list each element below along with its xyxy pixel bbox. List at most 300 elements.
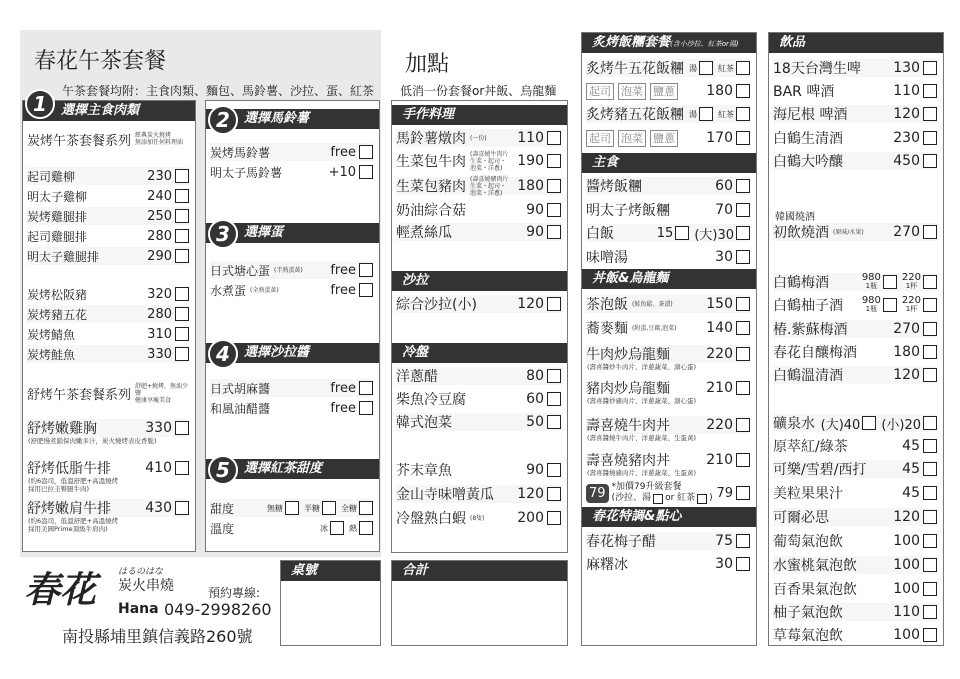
- menu-item: [586, 105, 750, 123]
- checkbox[interactable]: [736, 557, 750, 571]
- upgrade-price: 79: [716, 485, 733, 501]
- price-value: 980: [861, 272, 881, 283]
- option-checkbox[interactable]: [341, 501, 373, 515]
- menu-item: [396, 295, 561, 313]
- item-price: 430: [145, 500, 172, 516]
- checkbox[interactable]: [359, 501, 373, 515]
- item-description: (約6盎司，低溫舒肥+高溫燒烤: [28, 517, 119, 525]
- item-name: 可樂/雪碧/西打: [773, 462, 867, 478]
- menu-item: [210, 379, 373, 397]
- checkbox[interactable]: [175, 347, 189, 361]
- item-name: 海尼根 啤酒: [773, 107, 848, 123]
- phone-number: 049-2998260: [164, 600, 272, 619]
- upgrade-includes: (沙拉、湯: [611, 493, 652, 503]
- checkbox[interactable]: [175, 307, 189, 321]
- menu-item: [773, 59, 937, 77]
- checkbox[interactable]: [736, 486, 750, 500]
- item-note: [250, 287, 279, 294]
- menu-item: [773, 556, 937, 574]
- item-name: 洋蔥醋: [396, 369, 438, 385]
- menu-item: [773, 152, 937, 170]
- menu-item: [210, 261, 373, 279]
- checkbox[interactable]: [923, 416, 937, 430]
- item-price: 210: [706, 380, 733, 396]
- item-price: 120: [893, 509, 920, 525]
- menu-item: [586, 224, 750, 242]
- checkbox[interactable]: [547, 179, 561, 193]
- item-note: [274, 267, 303, 274]
- checkbox[interactable]: [175, 229, 189, 243]
- item-name: 金山寺味噌黃瓜: [396, 487, 494, 503]
- section-header: [769, 33, 943, 53]
- upgrade-close: ): [709, 493, 713, 503]
- checkbox[interactable]: [923, 322, 937, 336]
- item-name: 百香果氣泡飲: [773, 582, 857, 598]
- checkbox[interactable]: [547, 203, 561, 217]
- item-name: 柴魚冷豆腐: [396, 392, 466, 408]
- checkbox[interactable]: [862, 416, 876, 430]
- size-option[interactable]: [657, 226, 690, 241]
- unit-label: 1杯: [905, 282, 918, 290]
- checkbox[interactable]: [653, 494, 663, 504]
- section-title: 選擇蛋: [244, 225, 284, 240]
- item-name: 生菜包牛肉: [396, 154, 466, 170]
- rice-panel: [581, 32, 757, 646]
- section-header: [392, 271, 567, 291]
- item-name: 原萃紅/綠茶: [773, 439, 848, 455]
- option-checkbox[interactable]: [718, 107, 750, 121]
- table-number-box[interactable]: [280, 560, 381, 646]
- item-price: 90: [526, 462, 544, 478]
- volume-option[interactable]: [902, 296, 937, 314]
- item-description: (壽喜醬炒豬肉片、洋蔥蔬菜、溏心蛋): [587, 397, 697, 405]
- checkbox[interactable]: [359, 165, 373, 179]
- checkbox[interactable]: [923, 439, 937, 453]
- checkbox[interactable]: [736, 179, 750, 193]
- price-value: 220: [901, 272, 921, 283]
- checkbox[interactable]: [736, 84, 750, 98]
- option-price: 15: [656, 225, 674, 241]
- menu-item: [586, 59, 750, 77]
- item-price: 320: [147, 286, 172, 302]
- item-name: 炙烤牛五花飯糰: [586, 61, 684, 77]
- item-name: 春花梅子醋: [586, 534, 656, 550]
- checkbox[interactable]: [883, 298, 897, 312]
- topping-option[interactable]: 泡菜: [618, 83, 646, 100]
- item-name: 炭烤馬鈴薯: [210, 145, 271, 160]
- item-price: 90: [526, 224, 544, 240]
- item-note: [135, 383, 189, 404]
- checkbox[interactable]: [736, 226, 750, 240]
- menu-item: [773, 626, 937, 644]
- checkbox[interactable]: [923, 298, 937, 312]
- checkbox[interactable]: [923, 84, 937, 98]
- menu-item: [27, 247, 189, 265]
- checkbox[interactable]: [883, 275, 897, 289]
- item-name: 舒烤低脂牛排: [27, 461, 111, 477]
- checkbox[interactable]: [547, 463, 561, 477]
- checkbox[interactable]: [923, 107, 937, 121]
- item-note: [632, 301, 673, 308]
- checkbox[interactable]: [923, 154, 937, 168]
- item-note: [135, 132, 189, 146]
- item-name: 輕煮絲瓜: [396, 225, 452, 241]
- options-panel: [205, 100, 380, 552]
- item-price: 120: [517, 296, 544, 312]
- menu-item: [773, 82, 937, 100]
- option-checkbox[interactable]: [349, 521, 373, 535]
- topping-option[interactable]: 起司: [586, 83, 614, 100]
- item-note: [470, 515, 485, 522]
- menu-item: [586, 451, 750, 477]
- option-checkbox[interactable]: [718, 61, 750, 75]
- checkbox[interactable]: [175, 209, 189, 223]
- item-price: 45: [902, 438, 920, 454]
- item-name: 明太子馬鈴薯: [210, 165, 283, 180]
- item-price: 240: [147, 188, 172, 204]
- menu-item: [27, 381, 189, 405]
- topping-option[interactable]: 鹽蔥: [650, 83, 678, 100]
- option-label: 熱: [349, 523, 357, 533]
- checkbox[interactable]: [736, 347, 750, 361]
- menu-item: [396, 223, 561, 241]
- item-price: 210: [706, 452, 733, 468]
- size-option[interactable]: [821, 414, 877, 433]
- checkbox[interactable]: [923, 275, 937, 289]
- item-note-line: (半熟蛋黃): [274, 266, 303, 274]
- menu-item: [773, 223, 937, 241]
- volume-option[interactable]: [862, 296, 897, 314]
- item-price: 200: [517, 510, 544, 526]
- section-title: 主食: [592, 155, 619, 170]
- item-name: 白飯: [586, 226, 614, 242]
- checkbox[interactable]: [736, 418, 750, 432]
- item-note-line: (壽喜燒牛肉片: [470, 150, 509, 158]
- item-name: 炙烤豬五花飯糰: [586, 107, 684, 123]
- item-price: free: [330, 400, 356, 416]
- item-price: 110: [893, 83, 920, 99]
- option-checkbox[interactable]: [689, 107, 713, 121]
- checkbox[interactable]: [547, 511, 561, 525]
- menu-item: [210, 163, 373, 181]
- checkbox[interactable]: [736, 321, 750, 335]
- item-price: 90: [526, 202, 544, 218]
- logo-kana: はるのはな: [118, 567, 164, 577]
- checkbox[interactable]: [322, 501, 336, 515]
- item-name: 日式胡麻醬: [210, 381, 271, 396]
- item-name: 白鶴梅酒: [773, 275, 829, 291]
- item-name: 壽喜燒牛肉丼: [586, 418, 670, 434]
- section-header: [392, 343, 567, 363]
- main-meat-panel: [22, 92, 196, 552]
- checkbox[interactable]: [923, 486, 937, 500]
- restaurant-logo: [22, 562, 278, 648]
- section-header: [582, 153, 756, 173]
- checkbox[interactable]: [923, 368, 937, 382]
- item-price: 130: [893, 60, 920, 76]
- item-name: 馬鈴薯燉肉: [396, 131, 466, 147]
- menu-item: [27, 305, 189, 323]
- checkbox[interactable]: [675, 226, 689, 240]
- checkbox[interactable]: [359, 283, 373, 297]
- item-name: 炭烤鮭魚: [27, 347, 76, 362]
- section-header: [582, 269, 756, 289]
- menu-item: [27, 127, 189, 151]
- checkbox[interactable]: [736, 131, 750, 145]
- option-price: [862, 296, 881, 314]
- item-name: 明太子雞腿排: [27, 249, 100, 264]
- item-description: (舒肥慢煮鎖保肉嫩多汁，炭火燒烤表皮香脆): [28, 437, 157, 445]
- drinks-panel: [768, 32, 944, 646]
- upgrade-label: *加價79升級套餐: [611, 482, 682, 492]
- checkbox[interactable]: [175, 421, 189, 435]
- topping-option[interactable]: 起司: [586, 130, 614, 147]
- checkbox[interactable]: [736, 534, 750, 548]
- menu-item: [396, 390, 561, 408]
- menu-item: [773, 437, 937, 455]
- item-name: 椿.紫蘇梅酒: [773, 322, 848, 338]
- checkbox[interactable]: [736, 203, 750, 217]
- item-name: 蕎麥麵: [586, 321, 628, 337]
- size-option[interactable]: [694, 224, 750, 243]
- menu-item: [396, 129, 561, 147]
- menu-item: [586, 379, 750, 405]
- option-checkbox[interactable]: [304, 501, 336, 515]
- topping-option[interactable]: 泡菜: [618, 130, 646, 147]
- item-price: free: [330, 262, 356, 278]
- menu-item: [396, 152, 561, 170]
- checkbox[interactable]: [175, 189, 189, 203]
- menu-item: [210, 143, 373, 161]
- volume-option[interactable]: [862, 273, 897, 291]
- upgrade-badge: 79: [586, 484, 609, 503]
- checkbox[interactable]: [923, 510, 937, 524]
- menu-item: [586, 416, 750, 442]
- step-number-badge: 3: [208, 219, 238, 249]
- item-price: 290: [147, 248, 172, 264]
- item-note-line: 生菜・起司・: [470, 182, 507, 190]
- menu-item: [27, 499, 189, 533]
- menu-item: [773, 366, 937, 384]
- option-label: 全糖: [341, 503, 357, 513]
- checkbox[interactable]: [736, 453, 750, 467]
- item-note-line: (壽喜燒豬肉片: [470, 175, 509, 183]
- checkbox[interactable]: [547, 131, 561, 145]
- checkbox[interactable]: [175, 249, 189, 263]
- item-name: 白鶴生清酒: [773, 131, 843, 147]
- item-name: 炭烤豬五花: [27, 307, 88, 322]
- item-name: 起司雞腿排: [27, 229, 88, 244]
- checkbox[interactable]: [175, 287, 189, 301]
- item-name: 水蜜桃氣泡飲: [773, 558, 857, 574]
- volume-option[interactable]: [902, 273, 937, 291]
- section-title: 手作料理: [402, 107, 455, 122]
- checkbox[interactable]: [699, 61, 713, 75]
- option-label: 紅茶: [718, 109, 734, 119]
- checkbox[interactable]: [923, 131, 937, 145]
- checkbox[interactable]: [923, 61, 937, 75]
- item-note-line: 經典炭火燒烤: [135, 132, 172, 139]
- checkbox[interactable]: [175, 501, 189, 515]
- menu-item: [586, 532, 750, 550]
- option-price: (大)40: [820, 417, 861, 433]
- checkbox[interactable]: [359, 521, 373, 535]
- checkbox[interactable]: [923, 582, 937, 596]
- option-checkbox[interactable]: [689, 61, 713, 75]
- checkbox[interactable]: [330, 521, 344, 535]
- menu-item: [396, 367, 561, 385]
- menu-item: [396, 177, 561, 195]
- size-option[interactable]: [881, 414, 937, 433]
- item-price: 110: [893, 604, 920, 620]
- item-name: BAR 啤酒: [773, 84, 835, 100]
- menu-item: [27, 325, 189, 343]
- checkbox[interactable]: [923, 462, 937, 476]
- option-label: 湯: [689, 63, 697, 73]
- item-name: 麻糬冰: [586, 557, 628, 573]
- checkbox[interactable]: [923, 605, 937, 619]
- option-label: 湯: [689, 109, 697, 119]
- checkbox[interactable]: [923, 225, 937, 239]
- section-title: 春花特調&點心: [592, 509, 682, 524]
- checkbox[interactable]: [359, 145, 373, 159]
- table-number-label: 桌號: [281, 561, 380, 581]
- item-name: 炭烤午茶套餐系列: [27, 133, 132, 149]
- menu-item: [586, 345, 750, 371]
- item-note-line: (一份): [470, 134, 487, 142]
- item-price: 180: [706, 83, 733, 99]
- checkbox[interactable]: [547, 392, 561, 406]
- unit-label: 1瓶: [865, 305, 878, 313]
- item-name: 炭烤松阪豬: [27, 287, 88, 302]
- section-header: [392, 105, 567, 125]
- checkbox[interactable]: [547, 415, 561, 429]
- item-name: 味噌湯: [586, 250, 628, 266]
- item-price: 230: [147, 168, 172, 184]
- checkbox[interactable]: [359, 263, 373, 277]
- section-title: 選擇紅茶甜度: [244, 461, 323, 476]
- checkbox[interactable]: [285, 501, 299, 515]
- option-label: 紅茶: [718, 63, 734, 73]
- item-price: 330: [147, 346, 172, 362]
- section-title: 選擇馬鈴薯: [244, 111, 310, 126]
- item-note: [632, 325, 677, 332]
- upgrade-or: or 紅茶: [665, 493, 696, 503]
- checkbox[interactable]: [697, 494, 707, 504]
- soju-label: 韓國燒酒: [775, 212, 815, 223]
- item-price: 60: [526, 391, 544, 407]
- checkbox[interactable]: [547, 154, 561, 168]
- menu-item: [586, 129, 750, 147]
- item-price: 120: [893, 367, 920, 383]
- checkbox[interactable]: [736, 107, 750, 121]
- item-name: 奶油綜合菇: [396, 203, 466, 219]
- item-note-line: 泡菜・洋蔥): [470, 164, 503, 172]
- item-name: 春花自釀梅酒: [773, 345, 857, 361]
- item-price: 220: [706, 346, 733, 362]
- menu-item: [773, 296, 937, 314]
- checkbox[interactable]: [547, 225, 561, 239]
- item-name: 美粒果果汁: [773, 486, 843, 502]
- checkbox[interactable]: [736, 250, 750, 264]
- menu-item: [773, 532, 937, 550]
- item-price: 75: [715, 533, 733, 549]
- menu-item: [27, 459, 189, 493]
- item-name: 葡萄氣泡飲: [773, 534, 843, 550]
- phone-label: 預約專線:: [208, 586, 261, 600]
- unit-label: 1瓶: [865, 282, 878, 290]
- checkbox[interactable]: [175, 461, 189, 475]
- item-price: 60: [715, 178, 733, 194]
- item-price: 50: [526, 414, 544, 430]
- item-name: 日式塘心蛋: [210, 263, 271, 278]
- checkbox[interactable]: [359, 381, 373, 395]
- menu-item: [773, 343, 937, 361]
- menu-item: [396, 509, 561, 527]
- checkbox[interactable]: [359, 401, 373, 415]
- option-checkbox[interactable]: [320, 521, 344, 535]
- checkbox[interactable]: [736, 61, 750, 75]
- option-checkbox[interactable]: [267, 501, 299, 515]
- item-name: 明太子雞柳: [27, 189, 88, 204]
- menu-item: [586, 177, 750, 195]
- item-price: 45: [902, 461, 920, 477]
- unit-label: 1杯: [905, 305, 918, 313]
- extras-title: 加點: [405, 52, 450, 77]
- menu-item: [773, 414, 937, 432]
- extras-panel: [391, 100, 568, 553]
- item-name: 生菜包豬肉: [396, 179, 466, 195]
- total-box[interactable]: [391, 560, 568, 646]
- item-price: 330: [145, 420, 172, 436]
- topping-option[interactable]: 鹽蔥: [650, 130, 678, 147]
- item-name: 明太子烤飯糰: [586, 203, 670, 219]
- checkbox[interactable]: [699, 107, 713, 121]
- checkbox[interactable]: [923, 534, 937, 548]
- checkbox[interactable]: [175, 169, 189, 183]
- checkbox[interactable]: [736, 381, 750, 395]
- price-value: 980: [861, 295, 881, 306]
- lunch-subtitle: 午茶套餐均附：主食肉類、麵包、馬鈴薯、沙拉、蛋、紅茶: [62, 84, 375, 98]
- section-header: [582, 33, 756, 53]
- checkbox[interactable]: [923, 345, 937, 359]
- item-name: 和風油醋醬: [210, 401, 271, 416]
- option-price: [862, 273, 881, 291]
- item-description: (壽喜醬炒牛肉片、洋蔥蔬菜、溏心蛋): [587, 363, 697, 371]
- section-title: 丼飯&烏龍麵: [592, 271, 669, 286]
- checkbox[interactable]: [547, 297, 561, 311]
- item-name: 茶泡飯: [586, 297, 628, 313]
- checkbox[interactable]: [175, 327, 189, 341]
- item-name: 白鶴柚子酒: [773, 298, 843, 314]
- item-name: 豬肉炒烏龍麵: [586, 381, 670, 397]
- item-name: 水煮蛋: [210, 283, 247, 298]
- checkbox[interactable]: [547, 369, 561, 383]
- item-note-line: (全熟蛋黃): [250, 286, 279, 294]
- checkbox[interactable]: [736, 297, 750, 311]
- section-title: 冷盤: [402, 345, 429, 360]
- checkbox[interactable]: [923, 558, 937, 572]
- item-price: 310: [147, 326, 172, 342]
- checkbox[interactable]: [923, 628, 937, 642]
- menu-item: [586, 248, 750, 266]
- item-description: (約6盎司，低溫舒肥+高溫燒烤: [28, 477, 119, 485]
- item-price: 180: [517, 178, 544, 194]
- item-price: 80: [526, 368, 544, 384]
- menu-item: [586, 201, 750, 219]
- checkbox[interactable]: [547, 487, 561, 501]
- section-title: 飲品: [779, 35, 806, 50]
